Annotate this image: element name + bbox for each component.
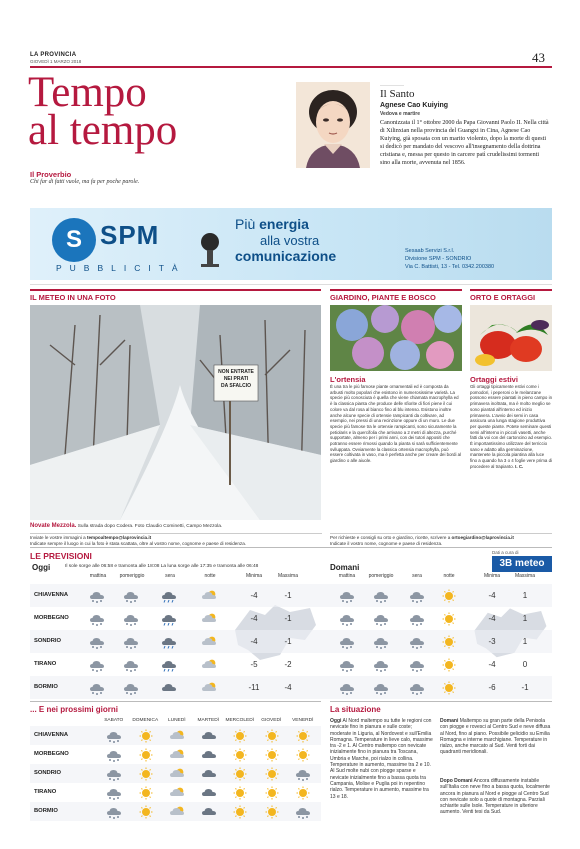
photo-caption-title: Novate Mezzola. bbox=[30, 523, 77, 529]
partly-weather-icon bbox=[200, 612, 218, 626]
sun-weather-icon bbox=[440, 658, 458, 672]
city-name: MORBEGNO bbox=[34, 751, 69, 757]
city-name: SONDRIO bbox=[34, 770, 62, 776]
day-header: MERCOLEDÌ bbox=[225, 718, 255, 723]
situation-after-text: Ancora diffusamente instabile sull'Italia con neve fino a bassa quota, localmente ancora in pianura al Nord e piogge al Centro Sud con nevicate solo a quote di montagna. Parziali schiarite sulle Isole. Temperature in ulteriore aumento. Venti tesi da Sud. bbox=[440, 778, 550, 816]
tomorrow-col-sera: sera bbox=[412, 573, 422, 579]
situation-heading: La situazione bbox=[330, 705, 381, 714]
cloud-weather-icon bbox=[200, 748, 218, 762]
snow-weather-icon bbox=[294, 767, 312, 781]
next-days-heading: ... E nei prossimi giorni bbox=[30, 705, 119, 714]
meteo-foto-rule bbox=[30, 289, 321, 291]
photo-caption-text: Sulla strada dopo Codera. Foto Claudio Cominetti, Campo Mezzola. bbox=[77, 524, 223, 529]
snow-weather-icon bbox=[408, 658, 426, 672]
sun-weather-icon bbox=[440, 635, 458, 649]
partly-weather-icon bbox=[200, 589, 218, 603]
day-header: LUNEDÌ bbox=[167, 718, 186, 723]
sun-weather-icon bbox=[263, 805, 281, 819]
situation-tomorrow-title: Domani bbox=[440, 718, 459, 724]
spm-advertisement[interactable] bbox=[30, 208, 552, 280]
spm-logo-circle bbox=[52, 218, 96, 262]
snow-weather-icon bbox=[88, 681, 106, 695]
city-name: BORMIO bbox=[34, 808, 58, 814]
partly-weather-icon bbox=[200, 635, 218, 649]
partly-weather-icon bbox=[200, 681, 218, 695]
note-rule-left bbox=[30, 533, 322, 534]
tomorrow-min-label: Minima bbox=[483, 573, 501, 579]
snow-weather-icon bbox=[338, 681, 356, 695]
orto-submit-line-2: Indicate il vostro nome, cognome e paese di residenza. bbox=[330, 541, 443, 546]
city-name: TIRANO bbox=[34, 789, 57, 795]
today-min-temp: -11 bbox=[248, 683, 260, 692]
today-col-notte: notte bbox=[204, 573, 216, 579]
photo-submit-email-link[interactable]: tempoaltempo@laprovincia.it bbox=[86, 535, 152, 540]
today-label: Oggi bbox=[32, 563, 51, 572]
santo-text: Canonizzata il 1° ottobre 2000 da Papa Giovanni Paolo II. Nella città di Xilinxian nella provincia del Guangxi in Cina, Agnese Cao Kuiying, già sposata con un marito violento, dopo la morte di questi si dedicò per mandato del vescovo all'insegnamento della dottrina cristiana e, messa per questo in carcere patì crudelissimi tormenti sino alla morte, avvenuta nel 1856. bbox=[380, 120, 549, 167]
santo-heading: Il Santo bbox=[380, 88, 415, 100]
snow-photo bbox=[30, 305, 321, 520]
photo-sign-line-3: DA SFALCIO bbox=[220, 383, 252, 389]
meteo-foto-heading: IL METEO IN UNA FOTO bbox=[30, 293, 116, 302]
photo-submit-pre: Inviate le vostre immagini a bbox=[30, 535, 86, 540]
rain-weather-icon bbox=[160, 658, 178, 672]
tomorrow-min-temp: -3 bbox=[488, 637, 496, 646]
sun-weather-icon bbox=[231, 729, 249, 743]
today-col-pomeriggio: pomeriggio bbox=[119, 573, 145, 579]
ad-address: Via C. Battisti, 13 - Tel. 0342.200380 bbox=[405, 264, 495, 270]
page-number: 43 bbox=[532, 50, 545, 65]
sun-weather-icon bbox=[294, 748, 312, 762]
snow-weather-icon bbox=[338, 635, 356, 649]
today-min-temp: -4 bbox=[250, 591, 258, 600]
situation-today-text: Al Nord maltempo su tutte le regioni con nevicate fino in pianura e sulle coste; moderate in Liguria, al Nordovest e sull'Emilia Romagna. Temperature in lieve calo, massime tra -2 e 1. Al Centro maltempo con nevicate inizialmente fino in pianura tra Toscana, Umbria e Marche, poi rialzo in collina. Temperature in aumento, massime tra 2 e 10. Al Sud molte nubi con piogge sparse e nevicate inizialmente fino a bassa quota tra Campania, Molise e Puglia poi in repentino rialzo. Temperature in aumento, massime tra 13 e 18. bbox=[330, 718, 433, 800]
sun-weather-icon bbox=[231, 786, 249, 800]
snow-weather-icon bbox=[338, 658, 356, 672]
city-name: BORMIO bbox=[34, 684, 58, 690]
santo-name: Agnese Cao Kuiying bbox=[380, 102, 449, 109]
snow-weather-icon bbox=[372, 681, 390, 695]
tomorrow-col-pomeriggio: pomeriggio bbox=[368, 573, 394, 579]
tomorrow-col-mattina: mattina bbox=[338, 573, 356, 579]
photo-submit-line-2: Indicate sempre il luogo in cui la foto è stata scattata, oltre al vostro nome, cognome e paese di residenza. bbox=[30, 541, 247, 546]
ad-brand: SPM bbox=[100, 220, 160, 250]
orto-body: Gli ortaggi tipicamente estivi come i pomodori, i peperoni o le melanzane possono essere piantati in pieno campo in primavera inoltrata, ma è molto meglio se sono piantati all'interno ed inizio primavera. L'avvio dei semi in casa assicura una lunga stagione produttiva per queste piante. Potete seminare questi semi all'interno in piccoli vasetti, anche fatti da voi con del cartoncino ad esempio. È importantissimo utilizzare del terriccio sano e adatto alla germinazione, mantenete la piccola piantina alla luce fino a quando ha 3 o 4 foglie vere prima di procedere al trapianto. bbox=[470, 384, 553, 469]
snow-weather-icon bbox=[408, 635, 426, 649]
snow-weather-icon bbox=[122, 658, 140, 672]
ad-slogan-line-3: comunicazione bbox=[235, 248, 337, 264]
cloud-weather-icon bbox=[200, 767, 218, 781]
santo-role: Vedova e martire bbox=[380, 111, 421, 117]
tomorrow-max-label: Massima bbox=[514, 573, 535, 579]
sun-weather-icon bbox=[231, 767, 249, 781]
today-max-temp: -4 bbox=[284, 683, 292, 692]
orto-signature: I. C. bbox=[515, 463, 524, 469]
tomorrow-min-temp: -4 bbox=[488, 591, 496, 600]
forecast-heading: LE PREVISIONI bbox=[30, 551, 92, 561]
cloud-weather-icon bbox=[200, 786, 218, 800]
sun-weather-icon bbox=[137, 767, 155, 781]
3bmeteo-logo-text: 3B meteo bbox=[492, 556, 552, 572]
santo-portrait bbox=[296, 82, 370, 168]
snow-weather-icon bbox=[122, 635, 140, 649]
proverb-text: Chi far di fatti vuole, ma fa per poche parole. bbox=[30, 179, 140, 185]
sun-weather-icon bbox=[440, 612, 458, 626]
giardino-text: È una tra le più famose piante ornamentali ed è composta da arbusti molto popolari che esistono in numerosissime varietà. La specie più conosciuta è quella che viene chiamata macrophylla ed è la classica pianta che produce delle sfiorite di fiori piene il cui colore va dal rosa al bianco fino al blu intenso. Esistono inoltre anche alcune specie di ortensie rampicanti da coltivare, ad esempio, nei pressi di una recinzione oppure di un muro. Le due specie più famose tra le ortensie rampicanti, sono sicuramente la petiolaris e la quercifolia che arrivano a 2 metri di altezza, purché supportate, almeno per i primi anni, con dei tutori appositi che potranno essere rimossi quando la pianta si sarà sufficientemente sviluppata. Ovviamente la classica ortensia macrophylla, può essere coltivata in vaso, ma è perfetta anche per creare dei bordi al giardino o alle aiuole. bbox=[330, 384, 462, 464]
rain-weather-icon bbox=[160, 612, 178, 626]
today-max-temp: -1 bbox=[284, 591, 292, 600]
issue-date: GIOVEDÌ 1 MARZO 2018 bbox=[30, 59, 82, 64]
day-header: DOMENICA bbox=[132, 718, 159, 723]
tomorrow-min-temp: -4 bbox=[488, 660, 496, 669]
portrait-drawing bbox=[296, 82, 370, 168]
today-col-sera: sera bbox=[165, 573, 175, 579]
cloud-weather-icon bbox=[200, 805, 218, 819]
today-max-temp: -1 bbox=[284, 637, 292, 646]
orto-submit-email-link[interactable]: ortoegiardino@laprovincia.it bbox=[451, 535, 514, 540]
snow-weather-icon bbox=[105, 748, 123, 762]
sun-moon-info: Il sole sorge alle 06:58 e tramonta alle 18:08 La luna sorge alle 17:35 e tramonta alle 06:48 bbox=[65, 564, 259, 569]
photo-sign-line-2: NEI PRATI bbox=[223, 376, 249, 382]
orto-submit-pre: Per richieste e consigli su orto e giardino, ricette, scrivere a bbox=[330, 535, 451, 540]
snow-weather-icon bbox=[88, 635, 106, 649]
rain-weather-icon bbox=[160, 635, 178, 649]
today-min-temp: -4 bbox=[250, 614, 258, 623]
sun-weather-icon bbox=[440, 589, 458, 603]
today-max-temp: -2 bbox=[284, 660, 292, 669]
tomorrow-min-temp: -6 bbox=[488, 683, 496, 692]
hydrangea-photo bbox=[330, 305, 462, 371]
orto-submit-note bbox=[330, 535, 552, 547]
situation-after-title: Dopo Domani bbox=[440, 778, 473, 784]
orto-rule bbox=[470, 289, 552, 291]
photo-sign bbox=[216, 369, 256, 390]
snow-weather-icon bbox=[372, 612, 390, 626]
prossimi-rule bbox=[30, 701, 321, 702]
snow-weather-icon bbox=[105, 786, 123, 800]
giardino-heading: GIARDINO, PIANTE E BOSCO bbox=[330, 293, 436, 302]
day-header: MARTEDÌ bbox=[197, 718, 219, 723]
today-col-mattina: mattina bbox=[89, 573, 107, 579]
sun-weather-icon bbox=[263, 767, 281, 781]
3bmeteo-logo bbox=[492, 556, 552, 572]
situation-tomorrow-text: Maltempo su gran parte della Penisola con piogge e rovesci al Centro Sud e neve diffusa al Nord, fino al piano. Possibile gelicidio su Emilia Romagna e interne marchigiane. Temperature in rialzo, anche marcato al Sud. Venti forti dai quadranti meridionali. bbox=[440, 718, 551, 756]
note-rule-right bbox=[330, 533, 552, 534]
city-name: CHIAVENNA bbox=[34, 732, 69, 738]
orto-title: Ortaggi estivi bbox=[470, 375, 518, 384]
masthead: LA PROVINCIA bbox=[30, 52, 77, 58]
ad-slogan-line-1 bbox=[235, 216, 309, 232]
snow-weather-icon bbox=[122, 681, 140, 695]
day-header: GIOVEDÌ bbox=[261, 718, 282, 723]
photo-submit-note bbox=[30, 535, 322, 547]
partly-weather-icon bbox=[168, 786, 186, 800]
tomorrow-max-temp: 1 bbox=[522, 637, 528, 646]
snow-weather-icon bbox=[88, 612, 106, 626]
today-max-temp: -1 bbox=[284, 614, 292, 623]
sun-weather-icon bbox=[137, 729, 155, 743]
tomorrow-min-temp: -4 bbox=[488, 614, 496, 623]
sun-weather-icon bbox=[263, 748, 281, 762]
ad-bottom-rule bbox=[30, 284, 552, 285]
snow-weather-icon bbox=[88, 658, 106, 672]
ad-slogan-line-2: alla vostra bbox=[260, 233, 320, 248]
sun-weather-icon bbox=[137, 786, 155, 800]
sun-weather-icon bbox=[231, 748, 249, 762]
situazione-rule bbox=[330, 701, 552, 702]
partly-weather-icon bbox=[168, 748, 186, 762]
forecast-rule bbox=[30, 547, 552, 548]
sun-weather-icon bbox=[440, 681, 458, 695]
city-name: TIRANO bbox=[34, 661, 57, 667]
city-name: SONDRIO bbox=[34, 638, 62, 644]
situation-today-title: Oggi bbox=[330, 718, 342, 724]
rain-weather-icon bbox=[160, 589, 178, 603]
cloud-weather-icon bbox=[200, 729, 218, 743]
snow-weather-icon bbox=[122, 612, 140, 626]
page-title-line-2: al tempo bbox=[28, 107, 178, 154]
photo-caption bbox=[30, 523, 322, 530]
ad-slogan-part-2: energia bbox=[259, 216, 309, 232]
tomorrow-label: Domani bbox=[330, 563, 360, 572]
sun-weather-icon bbox=[263, 729, 281, 743]
snow-weather-icon bbox=[105, 729, 123, 743]
city-name: MORBEGNO bbox=[34, 615, 69, 621]
sun-weather-icon bbox=[263, 786, 281, 800]
snow-weather-icon bbox=[408, 589, 426, 603]
snow-weather-icon bbox=[372, 589, 390, 603]
snow-weather-icon bbox=[338, 612, 356, 626]
partly-weather-icon bbox=[168, 767, 186, 781]
today-min-label: Minima bbox=[245, 573, 263, 579]
page-title-line-1: Tempo bbox=[28, 69, 147, 116]
snow-weather-icon bbox=[122, 589, 140, 603]
microphone-icon bbox=[190, 230, 230, 270]
situation-tomorrow bbox=[440, 718, 552, 756]
tomorrow-col-notte: notte bbox=[443, 573, 455, 579]
situation-after bbox=[440, 778, 552, 816]
sun-weather-icon bbox=[137, 748, 155, 762]
situation-today bbox=[330, 718, 434, 800]
city-name: CHIAVENNA bbox=[34, 592, 69, 598]
partly-weather-icon bbox=[168, 805, 186, 819]
vegetables-photo bbox=[470, 305, 552, 371]
orto-heading: ORTO E ORTAGGI bbox=[470, 293, 536, 302]
sun-weather-icon bbox=[137, 805, 155, 819]
snow-weather-icon bbox=[105, 805, 123, 819]
giardino-rule bbox=[330, 289, 462, 291]
ad-company: Sesaab Servizi S.r.l. bbox=[405, 248, 455, 254]
snow-weather-icon bbox=[294, 805, 312, 819]
spm-logo-s-icon: S bbox=[65, 226, 82, 253]
snow-weather-icon bbox=[372, 635, 390, 649]
snow-weather-icon bbox=[105, 767, 123, 781]
today-min-temp: -4 bbox=[250, 637, 258, 646]
day-header: SABATO bbox=[104, 718, 124, 723]
proverb-heading: Il Proverbio bbox=[30, 170, 72, 179]
today-max-label: Massima bbox=[277, 573, 298, 579]
snow-weather-icon bbox=[408, 681, 426, 695]
day-header: VENERDÌ bbox=[292, 718, 314, 723]
snow-weather-icon bbox=[408, 612, 426, 626]
santo-kicker-rule: —————— bbox=[380, 82, 404, 87]
tomorrow-max-temp: -1 bbox=[521, 683, 529, 692]
cloud-weather-icon bbox=[160, 681, 178, 695]
orto-text bbox=[470, 384, 552, 470]
sun-weather-icon bbox=[294, 729, 312, 743]
data-credit: Dati a cura di bbox=[492, 550, 519, 555]
tomorrow-max-temp: 0 bbox=[522, 660, 528, 669]
tomorrow-max-temp: 1 bbox=[522, 614, 528, 623]
snow-scene-drawing bbox=[30, 305, 321, 520]
partly-weather-icon bbox=[200, 658, 218, 672]
snow-weather-icon bbox=[338, 589, 356, 603]
sun-weather-icon bbox=[231, 805, 249, 819]
ad-division: Divisione SPM - SONDRIO bbox=[405, 256, 472, 262]
snow-weather-icon bbox=[372, 658, 390, 672]
snow-weather-icon bbox=[88, 589, 106, 603]
page-title bbox=[28, 69, 268, 154]
giardino-title: L'ortensia bbox=[330, 375, 366, 384]
partly-weather-icon bbox=[168, 729, 186, 743]
sun-weather-icon bbox=[294, 786, 312, 800]
header-rule bbox=[30, 66, 552, 68]
ad-brand-sub: PUBBLICITÀ bbox=[56, 263, 186, 273]
tomorrow-max-temp: 1 bbox=[522, 591, 528, 600]
ad-slogan-part-1: Più bbox=[235, 216, 256, 232]
photo-sign-line-1: NON ENTRATE bbox=[218, 369, 254, 375]
today-min-temp: -5 bbox=[250, 660, 258, 669]
